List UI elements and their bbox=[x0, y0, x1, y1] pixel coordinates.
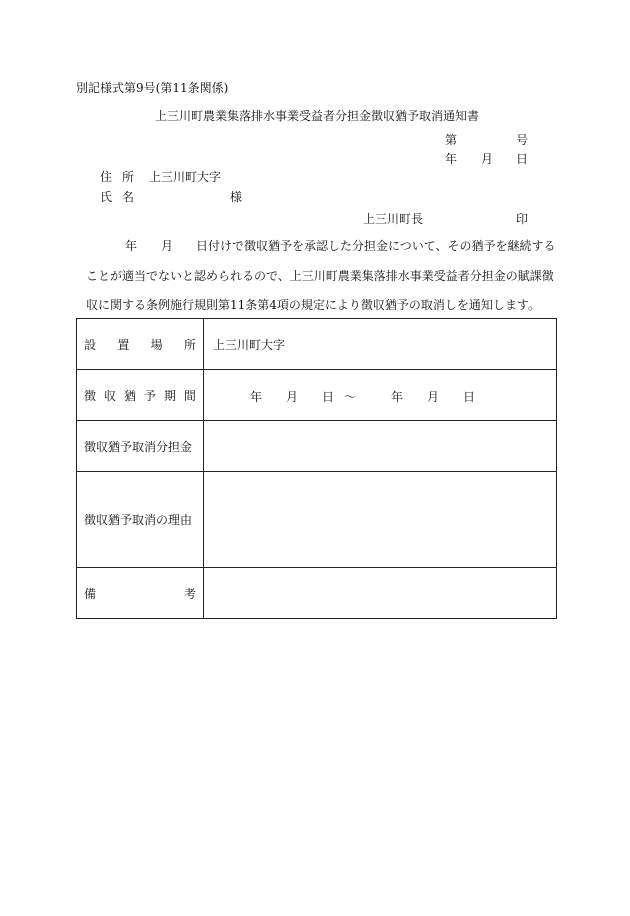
name-label: 氏名 bbox=[100, 190, 145, 204]
date-year-label: 年 bbox=[445, 152, 458, 166]
label-char: 場 bbox=[150, 337, 163, 352]
name-honorific: 様 bbox=[230, 190, 243, 204]
reference-number-suffix: 号 bbox=[516, 133, 529, 147]
detail-table bbox=[76, 318, 557, 619]
document-title: 上三川町農業集落排水事業受益者分担金徴収猶予取消通知書 bbox=[155, 109, 480, 123]
label-char: 考 bbox=[183, 586, 196, 601]
reference-number-prefix: 第 bbox=[445, 133, 458, 147]
amount-value[interactable] bbox=[204, 421, 557, 472]
location-value-text: 上三川町大字 bbox=[213, 337, 286, 352]
reason-label bbox=[77, 472, 204, 568]
label-char: 収 bbox=[103, 388, 116, 403]
remarks-label bbox=[77, 568, 204, 619]
period-end-day: 日 bbox=[463, 390, 476, 404]
body-text-line-3: 収に関する条例施行規則第11条第4項の規定により徴収猶予の取消しを通知します。 bbox=[86, 298, 540, 312]
table-row-amount bbox=[77, 421, 557, 472]
body-text-line-1: 日付けで徴収猶予を承認した分担金について、その猶予を継続する bbox=[196, 239, 556, 253]
date-day-label: 日 bbox=[516, 152, 529, 166]
seal-mark: 印 bbox=[516, 212, 529, 226]
amount-label bbox=[77, 421, 204, 472]
reason-value[interactable] bbox=[204, 472, 557, 568]
table-row-period bbox=[77, 370, 557, 421]
label-char: 期 bbox=[163, 388, 176, 403]
table-row-reason bbox=[77, 472, 557, 568]
period-start-year: 年 bbox=[250, 390, 263, 404]
label-char: 徴 bbox=[84, 388, 97, 403]
period-end-year: 年 bbox=[391, 390, 404, 404]
label-char: 猶 bbox=[123, 388, 136, 403]
period-start-month: 月 bbox=[286, 390, 299, 404]
label-char: 所 bbox=[183, 337, 196, 352]
table-row-location bbox=[77, 319, 557, 370]
label-char: 間 bbox=[183, 388, 196, 403]
table-row-remarks bbox=[77, 568, 557, 619]
form-number: 別記様式第9号(第11条関係) bbox=[76, 81, 229, 95]
address-label: 住所 bbox=[100, 170, 145, 184]
remarks-value[interactable] bbox=[204, 568, 557, 619]
period-value[interactable] bbox=[204, 370, 557, 421]
address-value: 上三川町大字 bbox=[149, 170, 222, 184]
label-char: 予 bbox=[143, 388, 156, 403]
label-char: 設 bbox=[84, 337, 97, 352]
body-year-label: 年 bbox=[125, 239, 138, 253]
period-start-day: 日 bbox=[322, 390, 335, 404]
location-label bbox=[77, 319, 204, 370]
reason-label-text: 徴収猶予取消の理由 bbox=[84, 513, 193, 527]
body-month-label: 月 bbox=[161, 239, 174, 253]
label-char: 備 bbox=[84, 586, 97, 601]
date-month-label: 月 bbox=[481, 152, 494, 166]
location-value[interactable] bbox=[204, 319, 557, 370]
amount-label-text: 徴収猶予取消分担金 bbox=[84, 439, 193, 454]
issuer-name: 上三川町長 bbox=[363, 212, 424, 226]
label-char: 置 bbox=[117, 337, 130, 352]
period-tilde: ～ bbox=[344, 390, 357, 404]
period-label bbox=[77, 370, 204, 421]
period-end-month: 月 bbox=[427, 390, 440, 404]
body-text-line-2: ことが適当でないと認められるので、上三川町農業集落排水事業受益者分担金の賦課徴 bbox=[86, 269, 554, 283]
